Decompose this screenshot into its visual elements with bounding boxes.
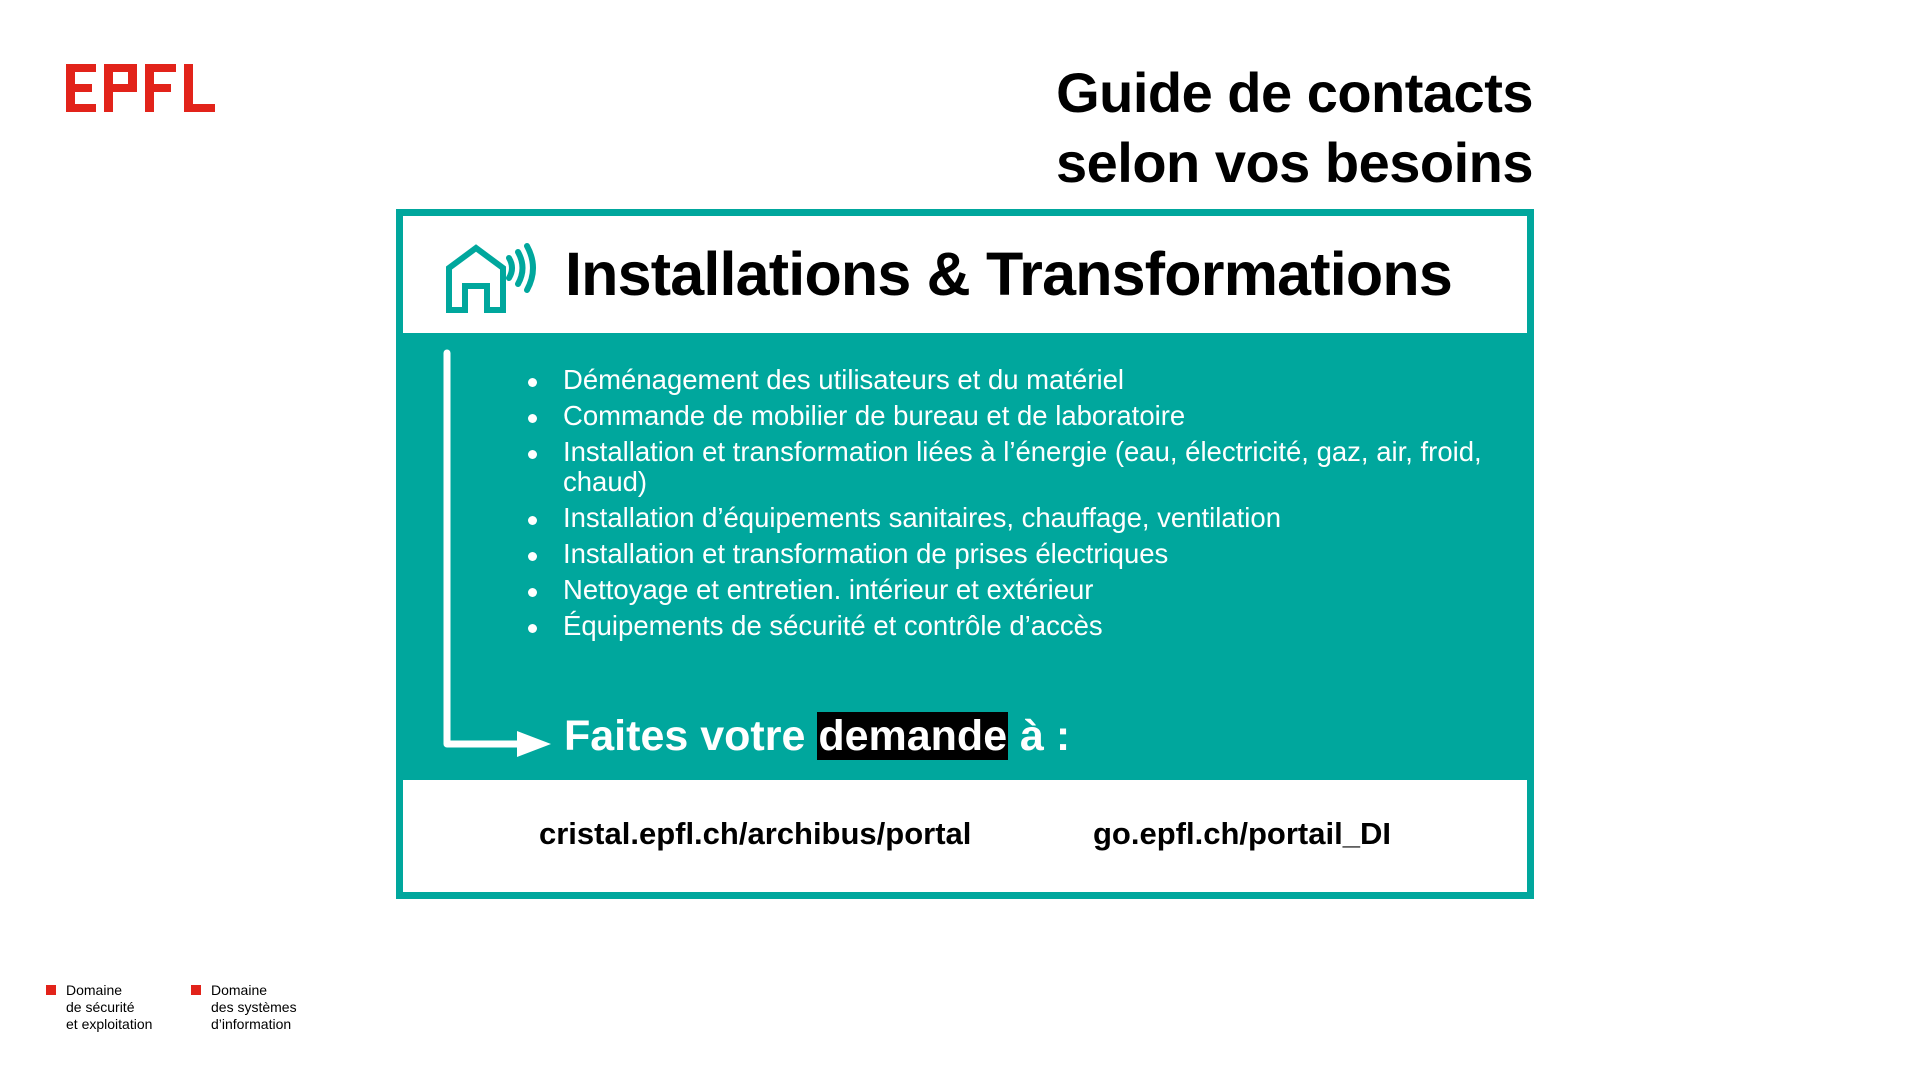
link-portail-di[interactable]: go.epfl.ch/portail_DI <box>1093 816 1391 851</box>
department-line: de sécurité <box>66 999 135 1015</box>
card-body <box>403 333 1527 780</box>
list-item: Équipements de sécurité et contrôle d’accès <box>563 611 1483 641</box>
list-item: Installation d’équipements sanitaires, chauffage, ventilation <box>563 503 1483 533</box>
department-information <box>211 982 297 1033</box>
department-line: d’information <box>211 1016 292 1032</box>
cta-highlight: demande <box>818 712 1008 760</box>
department-line: et exploitation <box>66 1016 153 1032</box>
services-list <box>563 365 1483 647</box>
department-security <box>66 982 152 1033</box>
list-item: Installation et transformation liées à l’énergie (eau, électricité, gaz, air, froid, chaud) <box>563 436 1482 497</box>
section-heading: Installations & Transformations <box>565 240 1452 308</box>
page-title <box>1056 58 1533 198</box>
list-item: Installation et transformation de prises électriques <box>563 539 1483 569</box>
department-line: des systèmes <box>211 999 297 1015</box>
epfl-logo <box>66 64 216 112</box>
link-archibus-portal[interactable]: cristal.epfl.ch/archibus/portal <box>539 816 972 851</box>
red-square-icon <box>46 985 56 995</box>
list-item: Nettoyage et entretien. intérieur et extérieur <box>563 575 1483 605</box>
page-title-line-1: Guide de contacts <box>1056 61 1533 124</box>
house-wifi-icon <box>445 242 541 314</box>
list-item: Commande de mobilier de bureau et de laboratoire <box>563 401 1483 431</box>
card-header <box>403 216 1527 333</box>
contact-card <box>396 209 1534 899</box>
page-title-line-2: selon vos besoins <box>1056 131 1533 194</box>
list-item: Déménagement des utilisateurs et du matériel <box>563 365 1483 395</box>
card-links <box>403 780 1527 892</box>
cta-text-before: Faites votre <box>564 712 818 760</box>
flow-arrow-icon <box>439 349 559 769</box>
cta-text-after: à : <box>1008 712 1071 760</box>
department-line: Domaine <box>66 982 123 998</box>
call-to-action <box>564 709 1070 763</box>
department-line: Domaine <box>211 982 268 998</box>
red-square-icon <box>191 985 201 995</box>
